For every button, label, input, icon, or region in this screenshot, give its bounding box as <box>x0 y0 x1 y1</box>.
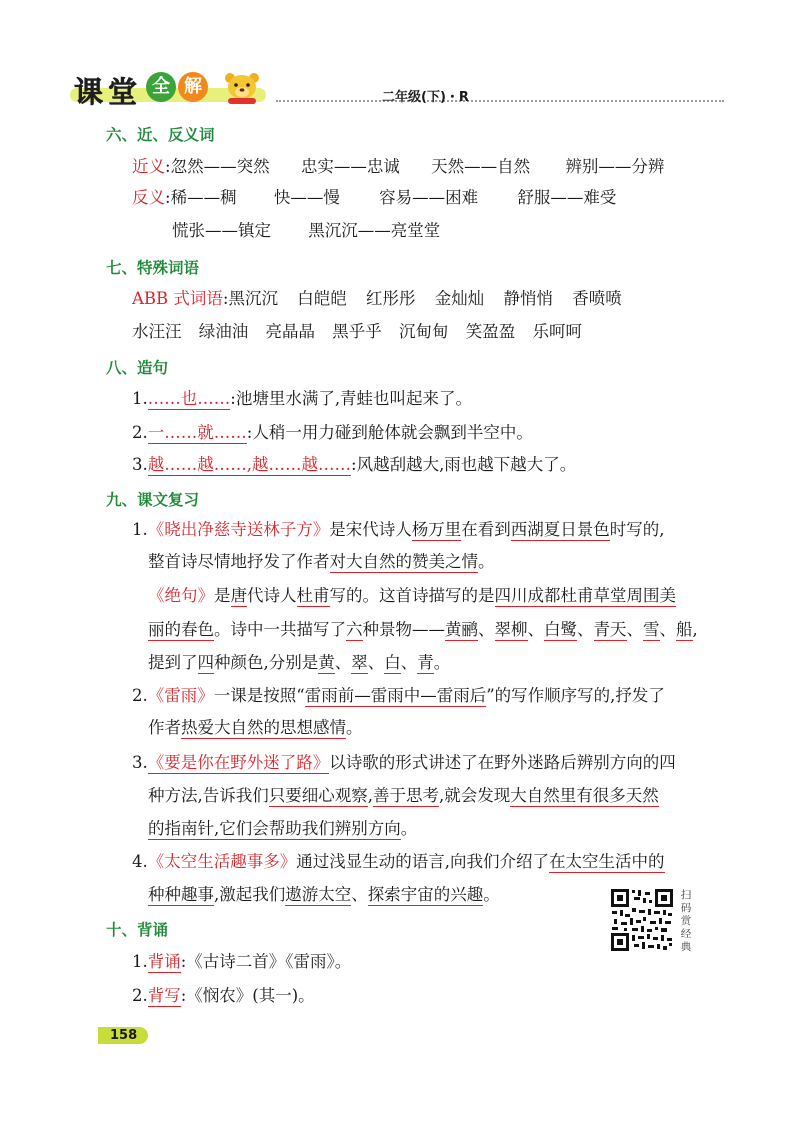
review-text: 是 <box>214 586 231 605</box>
review-text: 通过浅显生动的语言,向我们介绍了 <box>296 852 549 871</box>
review-item-2-line-1 <box>132 684 665 708</box>
review-text: 是宋代诗人 <box>329 520 412 539</box>
antonym-label: 反义 <box>132 188 165 207</box>
section-8-title: 八、造句 <box>106 359 169 377</box>
answer-blank: 的指南针,它们会帮助我们辨别方向 <box>148 819 401 838</box>
review-item-3-line-1 <box>132 751 676 775</box>
item-number: 1. <box>132 520 148 539</box>
item-number: 3. <box>132 753 148 772</box>
answer-blank: 船 <box>676 620 693 639</box>
review-text: 。 <box>433 653 451 672</box>
review-item-1b-line-2: 丽的春色。诗中一共描写了六种景物——黄鹂、翠柳、白鹭、青天、雪、船, <box>148 620 698 639</box>
abb-word: 水汪汪 <box>132 322 182 341</box>
logo-char-1: 课 <box>74 75 104 109</box>
lesson-title: 《晓出净慈寺送林子方》 <box>147 520 330 539</box>
answer-blank: 四 <box>197 653 214 672</box>
recite-label: 背写 <box>147 986 181 1005</box>
sentence-item: 1.……也……:池塘里水满了,青蛙也叫起来了。 <box>132 389 473 408</box>
answer-blank: 丽的春色 <box>148 620 214 639</box>
review-text: 整首诗尽情地抒发了作者 <box>148 552 330 571</box>
abb-word: 黑乎乎 <box>332 322 382 341</box>
review-text: 以诗歌的形式讲述了在野外迷路后辨别方向的四 <box>329 753 676 772</box>
recite-label: 背诵 <box>147 952 181 971</box>
review-text: 。 <box>483 885 500 904</box>
review-item-4-line-1 <box>132 850 665 874</box>
sentence-item: 3.越……越……,越……越……:风越刮越大,雨也越下越大了。 <box>132 455 577 474</box>
review-item-3-line-3 <box>148 817 417 841</box>
answer-blank: 白鹭 <box>544 620 577 639</box>
review-text: 。 <box>400 819 418 838</box>
answer-blank: 杜甫 <box>296 586 330 605</box>
review-text: 种景物—— <box>362 620 445 639</box>
abb-word: 绿油油 <box>198 322 249 341</box>
review-text: ,就会发现 <box>439 786 511 805</box>
answer-blank: 黄 <box>318 653 335 672</box>
review-text: 提到了 <box>148 653 198 672</box>
review-text: 在看到 <box>461 520 511 539</box>
header-dotted-rule <box>276 100 724 102</box>
answer-blank: 大自然里有很多天然 <box>510 786 659 805</box>
review-text: 种颜色,分别是 <box>214 653 319 672</box>
lesson-title: 《太空生活趣事多》 <box>147 852 297 871</box>
answer-blank: 善于思考 <box>373 786 439 805</box>
recite-text: :《悯农》(其一)。 <box>180 986 315 1005</box>
answer-blank: 青 <box>417 653 434 672</box>
abb-label: ABB 式词语 <box>132 289 223 308</box>
answer-blank: 热爱大自然的思想感情 <box>181 718 346 737</box>
lesson-title: 《绝句》 <box>148 586 214 605</box>
logo-badge-2: 解 <box>178 72 208 102</box>
review-item-3-line-2 <box>148 784 659 808</box>
answer-blank: 西湖夏日景色 <box>510 520 610 539</box>
sentence-pattern: ……也…… <box>147 389 231 408</box>
synonym-pair: 天然——自然 <box>431 157 531 176</box>
answer-blank: 青天 <box>593 620 627 639</box>
logo-badge-1: 全 <box>146 72 176 102</box>
synonym-pair: 忽然——突然 <box>170 157 270 176</box>
antonym-line-1: 反义:稀——稠 快——慢 容易——困难 舒服——难受 <box>132 188 617 207</box>
sentence-text: 人稍一用力碰到舱体就会飘到半空中。 <box>252 423 533 442</box>
abb-word: 白皑皑 <box>297 289 347 308</box>
section-6-title: 六、近、反义词 <box>106 126 215 144</box>
sentence-text: 池塘里水满了,青蛙也叫起来了。 <box>235 389 473 408</box>
item-number: 1. <box>132 389 148 408</box>
review-text: 。 <box>346 718 363 737</box>
item-number: 4. <box>132 852 148 871</box>
answer-blank: 杨万里 <box>411 520 462 539</box>
synonym-pair: 忠实——忠诚 <box>300 157 400 176</box>
synonym-pair: 辨别——分辨 <box>565 157 665 176</box>
answer-blank: 黄鹂 <box>445 620 478 639</box>
abb-words-line-2 <box>132 320 582 344</box>
review-text: 写的。这首诗描写的是 <box>329 586 495 605</box>
answer-blank: 翠 <box>351 653 368 672</box>
item-number: 2. <box>132 686 148 705</box>
antonym-pair: 快——慢 <box>273 188 340 207</box>
abb-word: 金灿灿 <box>434 289 485 308</box>
review-text: 。诗中一共描写了 <box>214 620 346 639</box>
answer-blank: 遨游太空 <box>285 885 352 904</box>
review-item-1-line-1 <box>132 518 665 542</box>
antonym-pair: 稀——稠 <box>170 188 237 207</box>
answer-blank: 白 <box>384 653 401 672</box>
antonym-line-2 <box>172 219 440 243</box>
review-text: 作者 <box>148 718 181 737</box>
answer-blank: 种种趣事 <box>148 885 214 904</box>
review-item-4-line-2 <box>148 883 500 907</box>
abb-words-line-1: ABB 式词语:黑沉沉 白皑皑 红彤彤 金灿灿 静悄悄 香喷喷 <box>132 289 622 308</box>
answer-blank: 六 <box>346 620 363 639</box>
review-text: 一课是按照“ <box>213 686 305 705</box>
antonym-pair: 慌张——镇定 <box>172 221 271 240</box>
bear-mascot-icon <box>220 70 264 104</box>
item-number: 2. <box>132 986 148 1005</box>
review-text: 代诗人 <box>247 586 297 605</box>
answer-blank: 在太空生活中的 <box>549 852 665 871</box>
qr-code-icon[interactable] <box>610 888 674 952</box>
item-number: 3. <box>132 455 148 474</box>
series-logo <box>70 66 270 109</box>
antonym-pair: 黑沉沉——亮堂堂 <box>308 221 441 240</box>
sentence-text: 风越刮越大,雨也越下越大了。 <box>356 455 577 474</box>
abb-word: 沉甸甸 <box>399 322 449 341</box>
page-number: 158 <box>110 1028 138 1043</box>
recite-text: :《古诗二首》《雷雨》。 <box>180 952 352 971</box>
abb-word: 黑沉沉 <box>228 289 278 308</box>
sentence-pattern: 越……越……,越……越…… <box>147 455 351 474</box>
sentence-item: 2.一……就……:人稍一用力碰到舱体就会飘到半空中。 <box>132 423 533 442</box>
abb-word: 亮晶晶 <box>265 322 315 341</box>
lesson-title: 《要是你在野外迷了路》 <box>147 753 330 772</box>
qr-caption: 扫码赏经典 <box>680 889 692 953</box>
abb-word: 红彤彤 <box>365 289 416 308</box>
answer-blank: 对大自然的赞美之情 <box>329 552 478 571</box>
answer-blank: 雪 <box>643 620 660 639</box>
page-header <box>70 66 730 110</box>
review-text: 。 <box>478 552 495 571</box>
item-number: 1. <box>132 952 148 971</box>
synonym-label: 近义 <box>132 157 165 176</box>
lesson-title: 《雷雨》 <box>147 686 214 705</box>
answer-blank: 唐 <box>230 586 247 605</box>
review-text: ”的写作顺序写的,抒发了 <box>486 686 665 705</box>
review-text: 、 <box>351 885 368 904</box>
answer-blank: 四川成都杜甫草堂周围美 <box>494 586 676 605</box>
abb-word: 香喷喷 <box>572 289 622 308</box>
logo-char-2: 堂 <box>108 75 138 109</box>
sentence-pattern: 一……就…… <box>147 423 247 442</box>
section-9-title: 九、课文复习 <box>106 491 200 509</box>
answer-blank: 雷雨前—雷雨中—雷雨后 <box>304 686 487 705</box>
review-text: 时写的, <box>609 520 665 539</box>
review-item-1-line-2 <box>148 550 495 574</box>
answer-blank: 只要细心观察 <box>268 786 368 805</box>
antonym-pair: 容易——困难 <box>379 188 479 207</box>
review-text: , <box>367 786 373 805</box>
answer-blank: 探索宇宙的兴趣 <box>367 885 484 904</box>
section-7-title: 七、特殊词语 <box>106 259 200 277</box>
abb-word: 笑盈盈 <box>465 322 516 341</box>
section-10-title: 十、背诵 <box>106 921 169 939</box>
review-text: 种方法,告诉我们 <box>148 786 269 805</box>
review-item-2-line-2 <box>148 716 363 740</box>
recite-item <box>132 984 315 1008</box>
recite-item <box>132 950 351 974</box>
antonym-pair: 舒服——难受 <box>517 188 617 207</box>
item-number: 2. <box>132 423 148 442</box>
review-item-1b-line-3: 提到了四种颜色,分别是黄、翠、白、青。 <box>148 653 451 672</box>
review-item-1b-line-1 <box>148 584 676 608</box>
grade-label: 二年级(下)・R <box>382 90 469 105</box>
review-text: ,激起我们 <box>214 885 286 904</box>
answer-blank: 翠柳 <box>494 620 528 639</box>
abb-word: 乐呵呵 <box>532 322 582 341</box>
abb-word: 静悄悄 <box>503 289 553 308</box>
synonym-line: 近义:忽然——突然 忠实——忠诚 天然——自然 辨别——分辨 <box>132 157 665 176</box>
